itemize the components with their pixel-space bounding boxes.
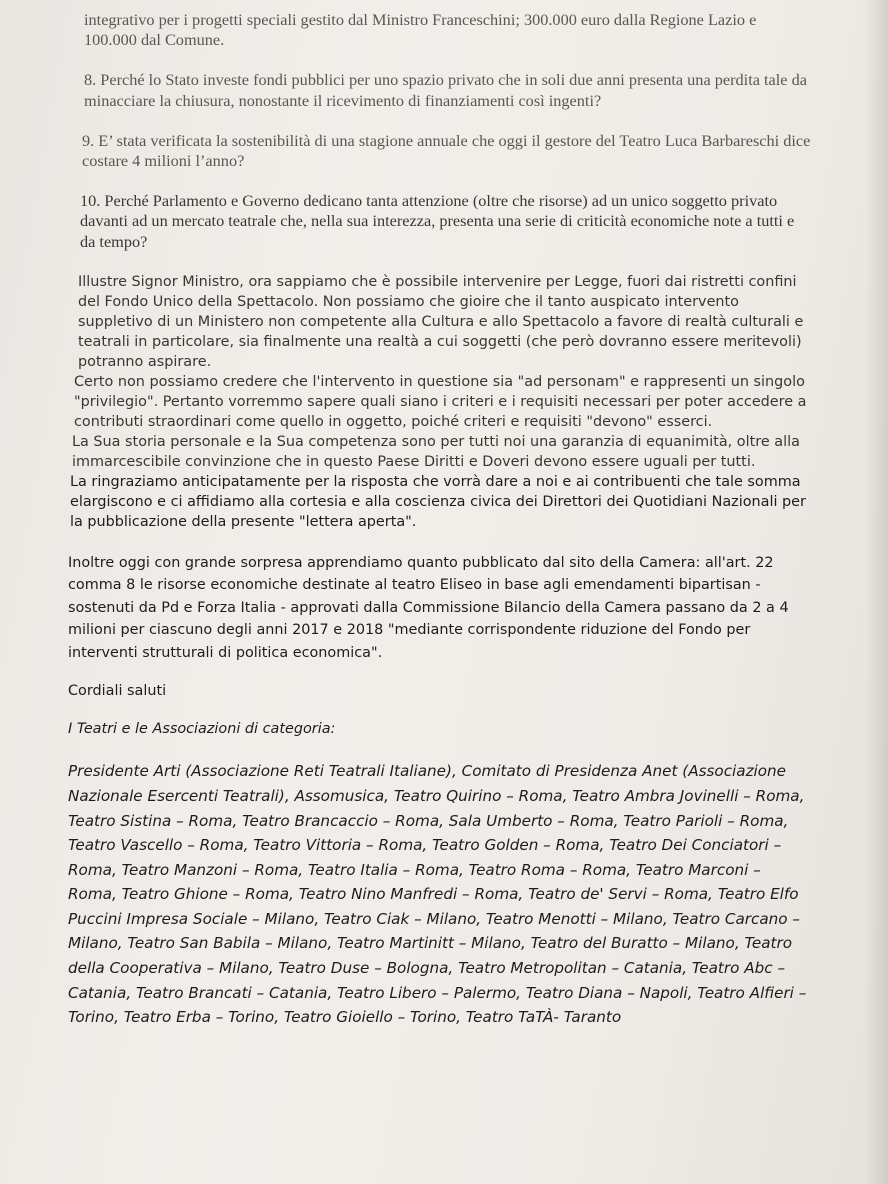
closing-salutation: Cordiali saluti [68, 683, 167, 700]
question-8: 8. Perché lo Stato investe fondi pubblici per uno spazio privato che in soli due anni presenta una perdita tale da minacciare la chiusura, nonostante il ricevimento di finanziamenti così ingenti? [84, 70, 807, 110]
paragraph-camera: Inoltre oggi con grande sorpresa apprendiamo quanto pubblicato dal sito della Camera: all'art. 22 comma 8 le risorse economiche destinate al teatro Eliseo in base agli emendamenti bipartisan - sostenuti da Pd e Forza Italia - approvati dalla Commissione Bilancio della Camera passano da 2 a 4 milioni per ciascuno degli anni 2017 e 2018 "mediante corrispondente riduzione del Fondo per interventi strutturali di politica economica". [68, 554, 789, 661]
document-body [68, 10, 813, 1030]
signatories-heading: I Teatri e le Associazioni di categoria: [68, 721, 336, 738]
question-10: 10. Perché Parlamento e Governo dedicano tanta attenzione (oltre che risorse) ad un unico soggetto privato davanti ad un mercato teatrale che, nella sua interezza, presenta una serie di criticità economiche note a tutti e da tempo? [80, 191, 795, 251]
question-9: 9. E’ stata verificata la sostenibilità di una stagione annuale che oggi il gestore del Teatro Luca Barbareschi dice costare 4 milioni l’anno? [82, 130, 811, 171]
paragraph-criteria: Certo non possiamo credere che l'intervento in questione sia "ad personam" e rappresenti un singolo "privilegio". Pertanto vorremmo sapere quali siano i criteri e i requisiti necessari per poter accedere a contributi straordinari come quello in oggetto, poiché criteri e requisiti "devono" esserci. [74, 373, 807, 430]
signatories-list: Presidente Arti (Associazione Reti Teatrali Italiane), Comitato di Presidenza Anet (Associazione Nazionale Esercenti Teatrali), Assomusica, Teatro Quirino – Roma, Teatro Ambra Jovinelli – Roma, Teatro Sistina – Roma, Teatro Brancaccio – Roma, Sala Umberto – Roma, Teatro Parioli – Roma, Teatro Vascello – Roma, Teatro Vittoria – Roma, Teatro Golden – Roma, Teatro Dei Conciatori – Roma, Teatro Manzoni – Roma, Teatro Italia – Roma, Teatro Roma – Roma, Teatro Marconi – Roma, Teatro Ghione – Roma, Teatro Nino Manfredi – Roma, Teatro de' Servi – Roma, Teatro Elfo Puccini Impresa Sociale – Milano, Teatro Ciak – Milano, Teatro Menotti – Milano, Teatro Carcano – Milano, Teatro San Babila – Milano, Teatro Martinitt – Milano, Teatro del Buratto – Milano, Teatro della Cooperativa – Milano, Teatro Duse – Bologna, Teatro Metropolitan – Catania, Teatro Abc – Catania, Teatro Brancati – Catania, Teatro Libero – Palermo, Teatro Diana – Napoli, Teatro Alfieri – Torino, Teatro Erba – Torino, Teatro Gioiello – Torino, Teatro TaTÀ- Taranto [68, 762, 807, 1027]
paragraph-thanks: La ringraziamo anticipatamente per la risposta che vorrà dare a noi e ai contribuenti che tale somma elargiscono e ci affidiamo alla cortesia e alla coscienza civica dei Direttori dei Quotidiani Nazionali per la pubblicazione della presente "lettera aperta". [70, 473, 806, 530]
paragraph-equanimity: La Sua storia personale e la Sua competenza sono per tutti noi una garanzia di equanimità, oltre alla immarcescibile convinzione che in questo Paese Diritti e Doveri devono essere uguali per tutti. [72, 433, 800, 470]
paragraph-intro-tail: integrativo per i progetti speciali gestito dal Ministro Franceschini; 300.000 euro dalla Regione Lazio e 100.000 dal Comune. [84, 10, 757, 50]
paragraph-minister: Illustre Signor Ministro, ora sappiamo che è possibile intervenire per Legge, fuori dai ristretti confini del Fondo Unico della Spettacolo. Non possiamo che gioire che il tanto auspicato intervento suppletivo di un Ministero non competente alla Cultura e allo Spettacolo a favore di realtà culturali e teatrali in particolare, sia finalmente una realtà a cui soggetti (che però dovranno essere meritevoli) potranno aspirare. [78, 273, 804, 370]
